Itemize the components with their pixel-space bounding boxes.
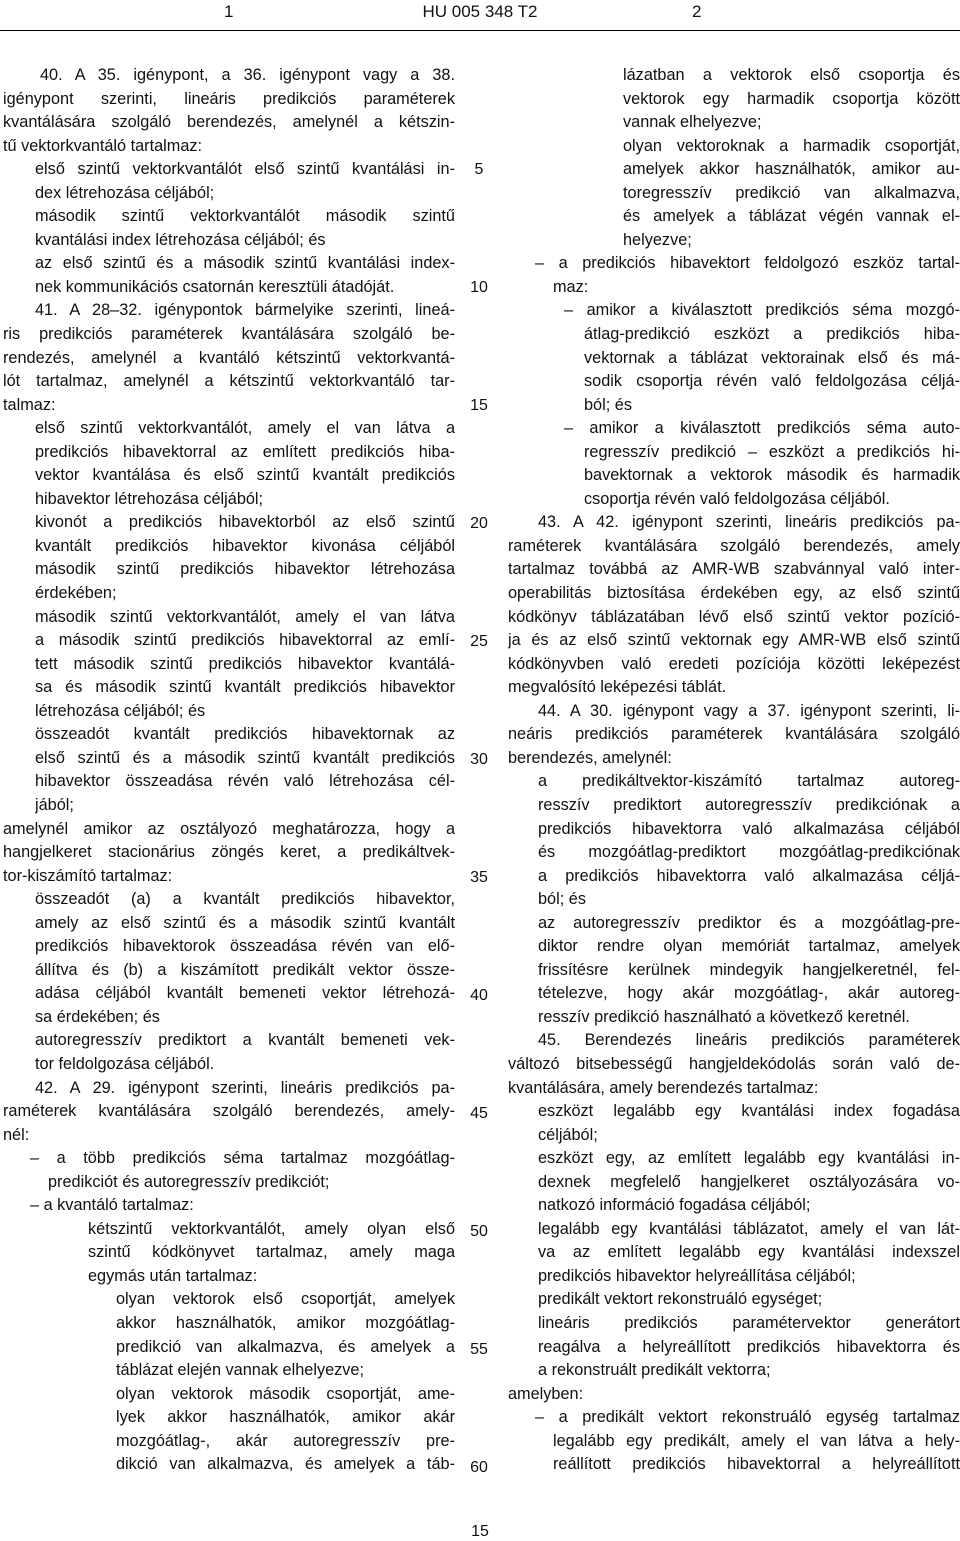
text-line: és amelyek a táblázat végén vannak el-: [623, 207, 960, 226]
text-line: csoportja révén való feldolgozása céljából.: [584, 489, 890, 508]
text-line: hibavektor létrehozása céljából;: [35, 489, 264, 508]
text-line: amelyben:: [508, 1384, 584, 1403]
text-line: resszív predikció használható a következő keretnél.: [538, 1007, 910, 1026]
text-line: a második szintű predikciós hibavektorral az emlí-: [35, 631, 455, 650]
line-number: 10: [470, 279, 488, 296]
text-line: legalább egy kvantálási táblázatot, amely el van lát-: [538, 1219, 960, 1238]
text-line: predikciós hibavektorra való alkalmazása céljából: [538, 819, 960, 838]
text-line: mozgóátlag-, akár autoregresszív pre-: [116, 1431, 455, 1450]
text-line: az első szintű és a második szintű kvantálási index-: [35, 254, 455, 273]
text-line: hangjelkeret stacionárius zöngés keret, a predikáltvek-: [3, 843, 455, 862]
text-line: 42. A 29. igénypont szerinti, lineáris predikciós pa-: [35, 1078, 455, 1097]
line-number: 5: [474, 161, 484, 178]
text-line: szintű kódkönyvet tartalmaz, amely maga: [88, 1243, 455, 1262]
text-line: operabilitás biztosítása érdekében egy, az első szintű: [508, 584, 960, 603]
text-line: amely az első szintű és a második szintű kvantált: [35, 913, 455, 932]
text-line: második szintű predikciós hibavektor létrehozása: [35, 560, 455, 579]
text-line: a rekonstruált predikált vektorra;: [538, 1361, 771, 1380]
line-number: 35: [470, 869, 488, 886]
right-column: [508, 64, 960, 1477]
text-line: vektornak a táblázat vektorainak első és má-: [584, 348, 960, 367]
text-line: összeadót (a) a kvantált predikciós hibavektor,: [35, 890, 455, 909]
text-line: diktor rendre olyan memóriát tartalmaz, amelyek: [538, 937, 960, 956]
text-line: vektor kvantálása és első szintű kvantált predikciós: [35, 466, 455, 485]
text-line: megvalósító leképezési táblát.: [508, 678, 727, 697]
text-line: – a predikált vektort rekonstruáló egység tartalmaz: [535, 1408, 960, 1427]
text-line: eszközt egy, az említett legalább egy kvantálási in-: [538, 1149, 960, 1168]
text-line: állítva és (b) a kiszámított predikált vektor össze-: [35, 960, 455, 979]
text-line: dikció van alkalmazva, és amelyek a táb-: [116, 1455, 455, 1474]
header-page-right: 2: [692, 2, 702, 21]
text-line: olyan vektorok második csoportját, ame-: [116, 1384, 455, 1403]
text-line: egymás után tartalmaz:: [88, 1266, 258, 1285]
text-line: predikciós hibavektorral az említett predikciós hiba-: [35, 442, 455, 461]
text-line: létrehozása céljából; és: [35, 701, 206, 720]
text-line: kódkönyv táblázatában lévő első szintű vektor pozíció-: [508, 607, 960, 626]
text-line: igénypont szerinti, lineáris predikciós paraméterek: [3, 89, 455, 108]
text-line: adása céljából kvantált bemeneti vektor létrehozá-: [35, 984, 455, 1003]
text-line: helyezve;: [623, 230, 692, 249]
line-number: 25: [470, 633, 488, 650]
text-line: ja és az első szintű vektornak egy AMR-WB első szintű: [508, 631, 960, 650]
text-line: sa érdekében; és: [35, 1007, 160, 1026]
text-line: nél:: [3, 1125, 30, 1144]
text-line: kvantált predikciós hibavektor kivonása céljából: [35, 536, 455, 555]
text-line: második szintű vektorkvantálót, amely el van látva: [35, 607, 455, 626]
text-line: tor-kiszámító tartalmaz:: [3, 866, 173, 885]
text-line: 45. Berendezés lineáris predikciós paraméterek: [538, 1031, 960, 1050]
text-line: a predikciós hibavektorra való alkalmazása céljá-: [538, 866, 960, 885]
text-line: talmaz:: [3, 395, 56, 414]
header-rule: [0, 30, 960, 31]
text-line: toregresszív predikció van alkalmazva,: [623, 183, 960, 202]
footer-page-number: 15: [471, 1523, 489, 1540]
text-line: – a kvantáló tartalmaz:: [30, 1196, 194, 1215]
text-line: vannak elhelyezve;: [623, 113, 762, 132]
text-line: kvantálási index létrehozása céljából; és: [35, 230, 326, 249]
line-number: 55: [470, 1341, 488, 1358]
text-line: dex létrehozása céljából;: [35, 183, 215, 202]
text-line: predikciós hibavektorok összeadása révén van elő-: [35, 937, 455, 956]
text-line: regresszív predikció – eszközt a predikciós hi-: [584, 442, 960, 461]
text-line: összeadót kvantált predikciós hibavektornak az: [35, 725, 455, 744]
text-line: első szintű vektorkvantálót első szintű kvantálási in-: [35, 160, 455, 179]
text-line: sodik csoportja révén való feldolgozása céljá-: [584, 372, 960, 391]
text-line: predikció van alkalmazva, és amelyek a: [116, 1337, 455, 1356]
text-line: 43. A 42. igénypont szerinti, lineáris predikciós pa-: [538, 513, 960, 532]
text-line: kvantálására szolgáló berendezés, amelynél a kétszin-: [3, 113, 455, 132]
text-line: eszközt legalább egy kvantálási index fogadása: [538, 1102, 960, 1121]
text-line: tartalmaz továbbá az AMR-WB szabvánnyal való inter-: [508, 560, 960, 579]
text-line: kétszintű vektorkvantálót, amely olyan első: [88, 1219, 455, 1238]
text-line: amelyek akkor használhatók, amikor au-: [623, 160, 960, 179]
text-line: első szintű és a második szintű kvantált predikciós: [35, 748, 455, 767]
text-line: predikciót és autoregresszív predikciót;: [48, 1172, 330, 1191]
line-number: 60: [470, 1459, 488, 1476]
line-number: 50: [470, 1223, 488, 1240]
text-line: első szintű vektorkvantálót, amely el van látva a: [35, 419, 455, 438]
line-number: 45: [470, 1105, 488, 1122]
text-line: frissítésre kerülnek mindegyik hangjelkeretnél, fel-: [538, 960, 960, 979]
text-line: tételezve, hogy akár mozgóátlag-, akár autoreg-: [538, 984, 960, 1003]
text-line: resszív prediktort autoregresszív predikciónak a: [538, 795, 960, 814]
text-line: predikált vektort rekonstruáló egységet;: [538, 1290, 823, 1309]
text-line: maz:: [553, 277, 589, 296]
text-line: raméterek kvantálására szolgáló berendezés, amely: [508, 536, 960, 555]
text-line: neáris predikciós paraméterek kvantálására szolgáló: [508, 725, 960, 744]
line-number: 40: [470, 987, 488, 1004]
text-line: kivonót a predikciós hibavektorból az első szintű: [35, 513, 455, 532]
text-line: második szintű vektorkvantálót második szintű: [35, 207, 455, 226]
text-line: dexnek megfelelő hangjelkeret osztályozására vo-: [538, 1172, 960, 1191]
text-line: ris predikciós paraméterek kvantálására szolgáló be-: [3, 325, 455, 344]
text-line: lázatban a vektorok első csoportja és: [623, 66, 960, 84]
text-line: berendezés, amelynél:: [508, 748, 672, 767]
text-line: autoregresszív prediktort a kvantált bemeneti vek-: [35, 1031, 455, 1050]
text-line: tor feldolgozása céljából.: [35, 1054, 215, 1073]
text-line: kvantálására, amely berendezés tartalmaz:: [508, 1078, 819, 1097]
text-line: olyan vektoroknak a harmadik csoportját,: [623, 136, 960, 155]
text-line: predikciós hibavektor helyreállítása céljából;: [538, 1266, 856, 1285]
text-line: legalább egy predikált, amely el van látva a hely-: [553, 1431, 960, 1450]
text-line: lineáris predikciós paramétervektor generátort: [538, 1313, 960, 1332]
line-number: 30: [470, 751, 488, 768]
text-line: sa és második szintű kvantált predikciós hibavektor: [35, 678, 455, 697]
text-line: ból; és: [538, 890, 586, 909]
text-line: – a több predikciós séma tartalmaz mozgóátlag-: [30, 1149, 455, 1168]
text-line: kódkönyvben való eredeti pozíciója közötti leképezést: [508, 654, 960, 673]
text-line: átlag-predikció eszközt a predikciós hiba-: [584, 325, 960, 344]
text-line: tű vektorkvantáló tartalmaz:: [3, 136, 203, 155]
text-line: 41. A 28–32. igénypontok bármelyike szerinti, lineá-: [35, 301, 455, 320]
text-line: táblázat elején vannak elhelyezve;: [116, 1361, 365, 1380]
text-line: az autoregresszív prediktor és a mozgóátlag-pre-: [538, 913, 960, 932]
text-line: raméterek kvantálására szolgáló berendezés, amely-: [3, 1102, 455, 1121]
text-line: – amikor a kiválasztott predikciós séma mozgó-: [564, 301, 960, 320]
text-line: tett második szintű predikciós hibavektor kvantálá-: [35, 654, 455, 673]
left-column: [3, 64, 455, 1477]
text-line: lót tartalmaz, amelynél a kétszintű vektorkvantáló tar-: [3, 372, 455, 391]
text-line: amelynél amikor az osztályozó meghatározza, hogy a: [3, 819, 455, 838]
text-line: olyan vektorok első csoportját, amelyek: [116, 1290, 455, 1309]
line-number: 20: [470, 515, 488, 532]
text-line: nek kommunikációs csatornán keresztüli átadóját.: [35, 277, 395, 296]
text-line: 40. A 35. igénypont, a 36. igénypont vagy a 38.: [40, 66, 455, 84]
text-line: bavektornak a vektorok második és harmadik: [584, 466, 960, 485]
header-page-left: 1: [224, 2, 234, 21]
text-line: reállított predikciós hibavektorral a helyreállított: [553, 1455, 960, 1474]
text-line: hibavektor összeadása révén való létrehozása cél-: [35, 772, 455, 791]
text-line: vektorok egy harmadik csoportja között: [623, 89, 960, 108]
text-line: ból; és: [584, 395, 632, 414]
text-line: és mozgóátlag-prediktort mozgóátlag-predikciónak: [538, 843, 960, 862]
document-number: HU 005 348 T2: [422, 2, 538, 21]
text-line: lyek akkor használhatók, amikor akár: [116, 1408, 455, 1427]
text-line: jából;: [35, 795, 74, 814]
text-line: – amikor a kiválasztott predikciós séma auto-: [564, 419, 960, 438]
text-line: reagálva a helyreállított predikciós hibavektorra és: [538, 1337, 960, 1356]
text-line: – a predikciós hibavektort feldolgozó eszköz tartal-: [535, 254, 960, 273]
text-line: érdekében;: [35, 584, 117, 603]
text-line: a predikáltvektor-kiszámító tartalmaz autoreg-: [538, 772, 960, 791]
text-line: változó bitsebességű hangjeldekódolás során való de-: [508, 1054, 960, 1073]
text-line: akkor használhatók, amikor mozgóátlag-: [116, 1313, 455, 1332]
text-line: va az említett legalább egy kvantálási indexszel: [538, 1243, 960, 1262]
text-line: rendezés, amelynél a kvantáló kétszintű vektorkvantá-: [3, 348, 455, 367]
text-line: 44. A 30. igénypont vagy a 37. igénypont szerinti, li-: [538, 701, 960, 720]
text-line: natkozó információ fogadása céljából;: [538, 1196, 811, 1215]
line-number: 15: [470, 397, 488, 414]
text-line: céljából;: [538, 1125, 598, 1144]
